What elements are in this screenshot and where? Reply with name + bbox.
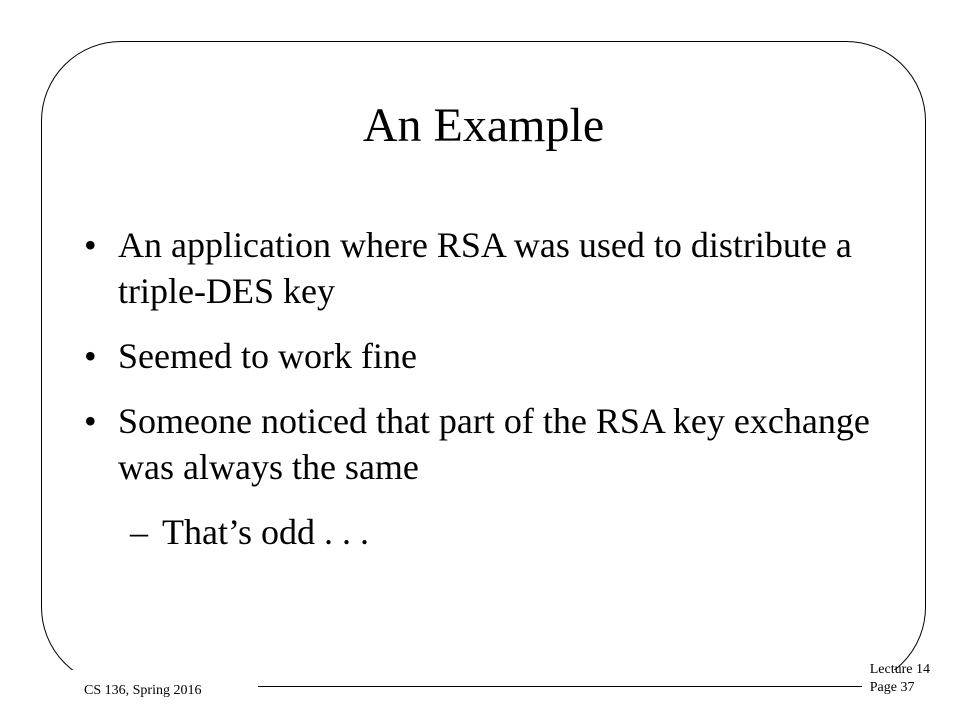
bullet-text: Someone noticed that part of the RSA key exchange was always the same xyxy=(118,401,870,487)
bullet-dot-icon: • xyxy=(84,401,97,441)
slide-title: An Example xyxy=(362,99,605,152)
page-number: Page 37 xyxy=(869,680,915,695)
bullet-dot-icon: • xyxy=(84,225,97,265)
course-footer: CS 136, Spring 2016 xyxy=(84,683,202,698)
sub-bullet-text: That’s odd . . . xyxy=(162,512,369,552)
bullet-dot-icon: • xyxy=(84,336,97,376)
lecture-number: Lecture 14 xyxy=(869,662,930,677)
sub-bullet-item xyxy=(84,509,874,555)
footer-divider-line xyxy=(258,686,862,687)
dash-icon: – xyxy=(130,512,148,552)
bullet-text: Seemed to work fine xyxy=(118,336,417,376)
bullet-item xyxy=(84,398,874,490)
bullet-item xyxy=(84,333,874,379)
bullet-item xyxy=(84,222,874,314)
bullet-list xyxy=(84,222,874,555)
bullet-text: An application where RSA was used to distribute a triple-DES key xyxy=(118,225,852,311)
lecture-page-footer xyxy=(870,661,930,697)
